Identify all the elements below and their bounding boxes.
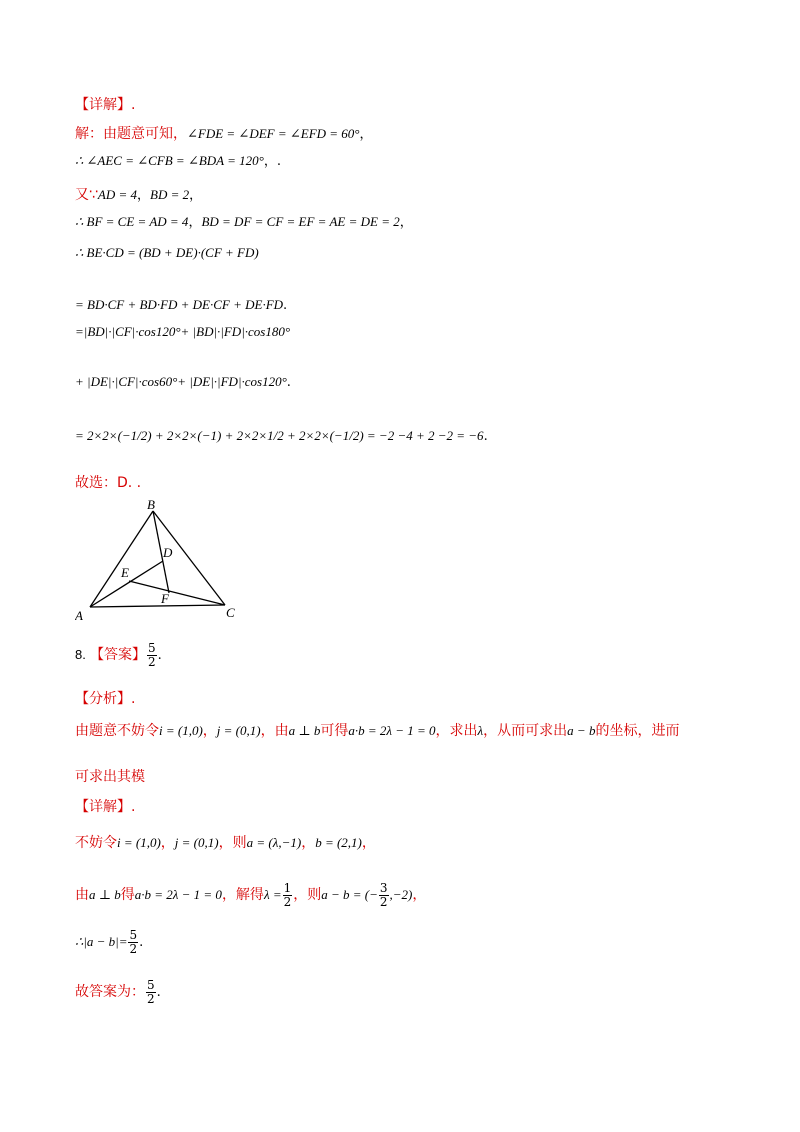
- modulus-fraction: [128, 929, 138, 956]
- text-segment: 由题意不妨令: [75, 723, 159, 739]
- detail-line-1: [75, 834, 376, 853]
- answer-numerator: 5: [147, 641, 156, 655]
- text-segment: ，求出: [435, 723, 478, 739]
- math-segment: a ⊥ b: [89, 887, 121, 902]
- solution-line-2: [75, 152, 281, 171]
- punct: ，: [359, 127, 373, 142]
- text-segment: ，解得: [221, 887, 264, 903]
- math-segment: a − b = (−: [321, 887, 378, 902]
- length-equation-1: ∴ BF = CE = AD = 4: [75, 214, 189, 229]
- denominator: 2: [283, 895, 292, 909]
- angle-equation: ∠FDE = ∠DEF = ∠EFD = 60°: [187, 126, 360, 141]
- solution-line-1: [75, 125, 373, 144]
- label-f: F: [161, 591, 169, 606]
- solution-line-8: [75, 373, 291, 392]
- numerator: 1: [283, 881, 292, 895]
- text-segment: 由: [75, 887, 89, 903]
- text-segment: ，: [361, 835, 376, 851]
- text-segment: 的坐标，进而: [595, 723, 680, 739]
- text-segment: ，由: [260, 723, 289, 739]
- numerator: 5: [129, 928, 138, 942]
- solution-line-6: [75, 296, 287, 315]
- math-segment: i = (1,0): [117, 835, 161, 850]
- analysis-line-2: 可求出其模: [75, 769, 145, 785]
- text-segment: ，则: [218, 835, 247, 851]
- punct: ，: [189, 188, 203, 203]
- answer-tag: 【答案】: [89, 647, 146, 663]
- answer-line: [75, 639, 162, 672]
- punct: .: [139, 935, 144, 950]
- final-answer-line: [75, 977, 161, 1008]
- text-segment: ，: [412, 887, 427, 903]
- analysis-line-1: [75, 722, 679, 741]
- punct: ，: [399, 215, 413, 230]
- final-fraction: [146, 979, 156, 1006]
- math-segment: j = (0,1): [174, 835, 219, 850]
- dot-product-sum: = BD·CF + BD·FD + DE·CF + DE·FD: [75, 297, 284, 312]
- math-segment: λ: [477, 723, 484, 738]
- math-segment: i = (1,0): [159, 723, 203, 738]
- vector-expansion: ∴ BE·CD = (BD + DE)·(CF + FD): [75, 245, 259, 260]
- punct: ，: [137, 188, 151, 203]
- punct: .: [483, 429, 488, 444]
- math-segment: ∴|a − b|=: [75, 934, 128, 949]
- label-a: A: [75, 608, 83, 623]
- cosine-expansion-2: + |DE|·|CF|·cos60°+ |DE|·|FD|·cos120°: [75, 374, 287, 389]
- detail-heading-1: 【详解】.: [75, 97, 136, 113]
- text-segment: ，从而可求出: [483, 723, 568, 739]
- punct: .: [286, 375, 291, 390]
- x-fraction: [379, 882, 389, 909]
- text-segment: 得: [120, 887, 135, 903]
- text-segment: ，: [202, 723, 217, 739]
- triangle-figure: [75, 496, 255, 626]
- cosine-expansion-1: =|BD|·|CF|·cos120°+ |BD|·|FD|·cos180°: [75, 324, 291, 339]
- math-segment: a·b = 2λ − 1 = 0: [134, 887, 222, 902]
- punct: .: [283, 298, 288, 313]
- punct: ，: [188, 215, 202, 230]
- text-segment: 不妨令: [75, 835, 117, 851]
- text-segment: 可得: [320, 723, 349, 739]
- answer-denominator: 2: [147, 655, 156, 669]
- analysis-heading: 【分析】.: [75, 691, 136, 707]
- label-c: C: [226, 605, 235, 620]
- solve-prefix: 解：由题意可知，: [75, 126, 187, 142]
- denominator: 2: [379, 895, 388, 909]
- math-segment: λ =: [263, 887, 282, 902]
- punct: .: [156, 985, 161, 1000]
- denominator: 2: [129, 942, 138, 956]
- detail-line-2: [75, 880, 426, 911]
- ad-value: AD = 4: [97, 187, 138, 202]
- text-segment: ，则: [293, 887, 322, 903]
- numerator: 3: [379, 881, 388, 895]
- label-b: B: [147, 497, 155, 512]
- detail-line-3: [75, 927, 143, 958]
- punct: .: [157, 648, 162, 663]
- question-number: 8.: [75, 647, 86, 662]
- text-segment: ，: [160, 835, 175, 851]
- punct: ，.: [263, 154, 281, 169]
- lambda-fraction: [283, 882, 293, 909]
- solution-line-5: [75, 244, 259, 263]
- math-segment: a ⊥ b: [288, 723, 321, 738]
- angle-equation-2: ∴ ∠AEC = ∠CFB = ∠BDA = 120°: [75, 153, 264, 168]
- solution-line-7: [75, 323, 290, 342]
- math-segment: b = (2,1): [315, 835, 362, 850]
- solution-line-3: [75, 186, 202, 205]
- segment-ce: [129, 581, 225, 605]
- detail-heading-2: 【详解】.: [75, 799, 136, 815]
- math-segment: a − b: [567, 723, 596, 738]
- numeric-result: = 2×2×(−1/2) + 2×2×(−1) + 2×2×1/2 + 2×2×(−1/2) = −2 −4 + 2 −2 = −6: [75, 428, 484, 443]
- denominator: 2: [147, 992, 155, 1006]
- length-equation-2: BD = DF = CF = EF = AE = DE = 2: [201, 214, 400, 229]
- math-segment: j = (0,1): [216, 723, 261, 738]
- math-segment: ,−2): [389, 887, 413, 902]
- text-segment: ，: [301, 835, 316, 851]
- numerator: 5: [147, 978, 155, 992]
- choice-line: 故选：D. .: [75, 475, 142, 491]
- edge-ac: [90, 605, 225, 607]
- label-e: E: [121, 565, 129, 580]
- answer-fraction: [147, 642, 157, 669]
- bd-value: BD = 2: [150, 187, 190, 202]
- math-segment: a·b = 2λ − 1 = 0: [348, 723, 436, 738]
- math-segment: a = (λ,−1): [246, 835, 302, 850]
- solution-line-9: [75, 427, 488, 446]
- edge-ab: [90, 511, 153, 607]
- given-prefix: 又∵: [75, 187, 98, 203]
- solution-line-4: [75, 213, 413, 232]
- label-d: D: [163, 545, 173, 560]
- final-prefix: 故答案为：: [75, 984, 145, 1000]
